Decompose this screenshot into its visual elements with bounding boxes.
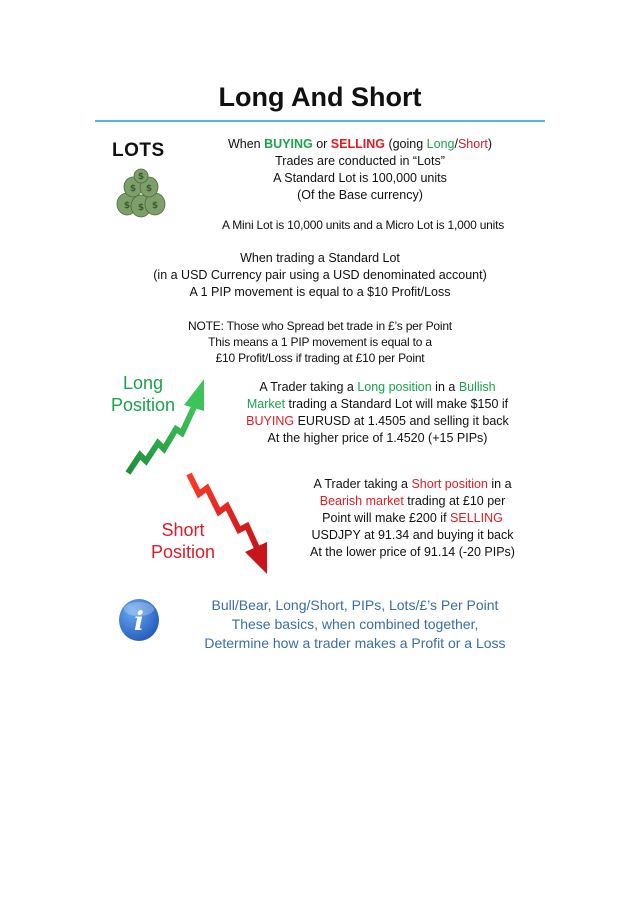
short-description <box>280 476 545 561</box>
slide <box>95 78 545 658</box>
long-line-1 <box>210 379 545 396</box>
mini-micro-lot: A Mini Lot is 10,000 units and a Micro Lot is 1,000 units <box>221 218 505 232</box>
lots-line-3: A Standard Lot is 100,000 units <box>273 171 447 185</box>
standard-lot-line-2: (in a USD Currency pair using a USD denominated account) <box>153 268 487 282</box>
long-text: in a <box>431 380 459 394</box>
lots-description <box>185 136 535 204</box>
short-text: Point will make £200 if <box>322 511 451 525</box>
lots-line-1 <box>185 136 535 153</box>
svg-text:$: $ <box>129 184 137 194</box>
svg-text:$: $ <box>145 184 153 194</box>
info-line-3: Determine how a trader makes a Profit or a Loss <box>204 635 506 651</box>
selling-word: SELLING <box>330 137 385 151</box>
info-line-2: These basics, when combined together, <box>231 616 479 632</box>
lots-line-4: (Of the Base currency) <box>297 188 423 202</box>
svg-text:$: $ <box>137 203 145 213</box>
note-block <box>125 318 515 366</box>
selling-term: SELLING <box>450 511 503 525</box>
lots-text: / <box>454 137 458 151</box>
short-text: A Trader taking a <box>313 477 412 491</box>
lots-text: or <box>312 137 331 151</box>
lots-text: When <box>227 137 265 151</box>
short-position-term: Short position <box>411 477 488 491</box>
standard-lot-line-3: A 1 PIP movement is equal to a $10 Profit/Loss <box>189 285 451 299</box>
standard-lot-block <box>95 250 545 301</box>
note-line-2: This means a 1 PIP movement is equal to a <box>208 335 432 349</box>
long-label-line-1: Long <box>122 373 164 393</box>
info-line-1: Bull/Bear, Long/Short, PIPs, Lots/£’s Per Point <box>211 597 499 613</box>
short-line-2 <box>280 493 545 510</box>
long-line-3 <box>210 413 545 430</box>
standard-lot-line-1: When trading a Standard Lot <box>240 251 400 265</box>
page-title: Long And Short <box>218 82 422 112</box>
info-text-block <box>165 596 545 653</box>
up-trend-arrow-icon <box>120 373 215 478</box>
short-line-1 <box>280 476 545 493</box>
buying-term: BUYING <box>246 414 295 428</box>
bearish-term: Bearish market <box>319 494 404 508</box>
svg-text:i: i <box>134 607 144 637</box>
money-bags-icon <box>113 168 169 218</box>
svg-text:$: $ <box>151 201 159 211</box>
long-text: A Trader taking a <box>259 380 358 394</box>
short-label-line-2: Position <box>150 542 216 562</box>
short-position-label <box>143 519 223 563</box>
market-term: Market <box>246 397 286 411</box>
lots-label: LOTS <box>112 140 165 161</box>
lots-text: (going <box>384 137 427 151</box>
short-word: Short <box>457 137 488 151</box>
lots-text: ) <box>487 137 493 151</box>
long-position-term: Long position <box>357 380 432 394</box>
long-word: Long <box>426 137 455 151</box>
note-line-1: NOTE: Those who Spread bet trade in £’s per Point <box>188 319 452 333</box>
long-line-2 <box>210 396 545 413</box>
bullish-term: Bullish <box>458 380 496 394</box>
lots-line-2: Trades are conducted in “Lots” <box>275 154 445 168</box>
short-text: trading at £10 per <box>403 494 506 508</box>
title-rule <box>95 120 545 122</box>
note-line-3: £10 Profit/Loss if trading at £10 per Point <box>215 351 425 365</box>
short-line-4: USDJPY at 91.34 and buying it back <box>311 528 514 542</box>
short-line-5: At the lower price of 91.14 (-20 PIPs) <box>310 545 515 559</box>
svg-text:$: $ <box>137 172 145 182</box>
short-line-3 <box>280 510 545 527</box>
svg-text:$: $ <box>123 201 131 211</box>
short-label-line-1: Short <box>161 520 205 540</box>
long-label-line-2: Position <box>110 395 176 415</box>
info-icon <box>117 597 161 643</box>
short-text: in a <box>487 477 512 491</box>
long-text: trading a Standard Lot will make $150 if <box>285 397 509 411</box>
buying-word: BUYING <box>264 137 313 151</box>
long-description <box>210 379 545 447</box>
long-text: EURUSD at 1.4505 and selling it back <box>294 414 509 428</box>
long-line-4: At the higher price of 1.4520 (+15 PIPs) <box>267 431 488 445</box>
